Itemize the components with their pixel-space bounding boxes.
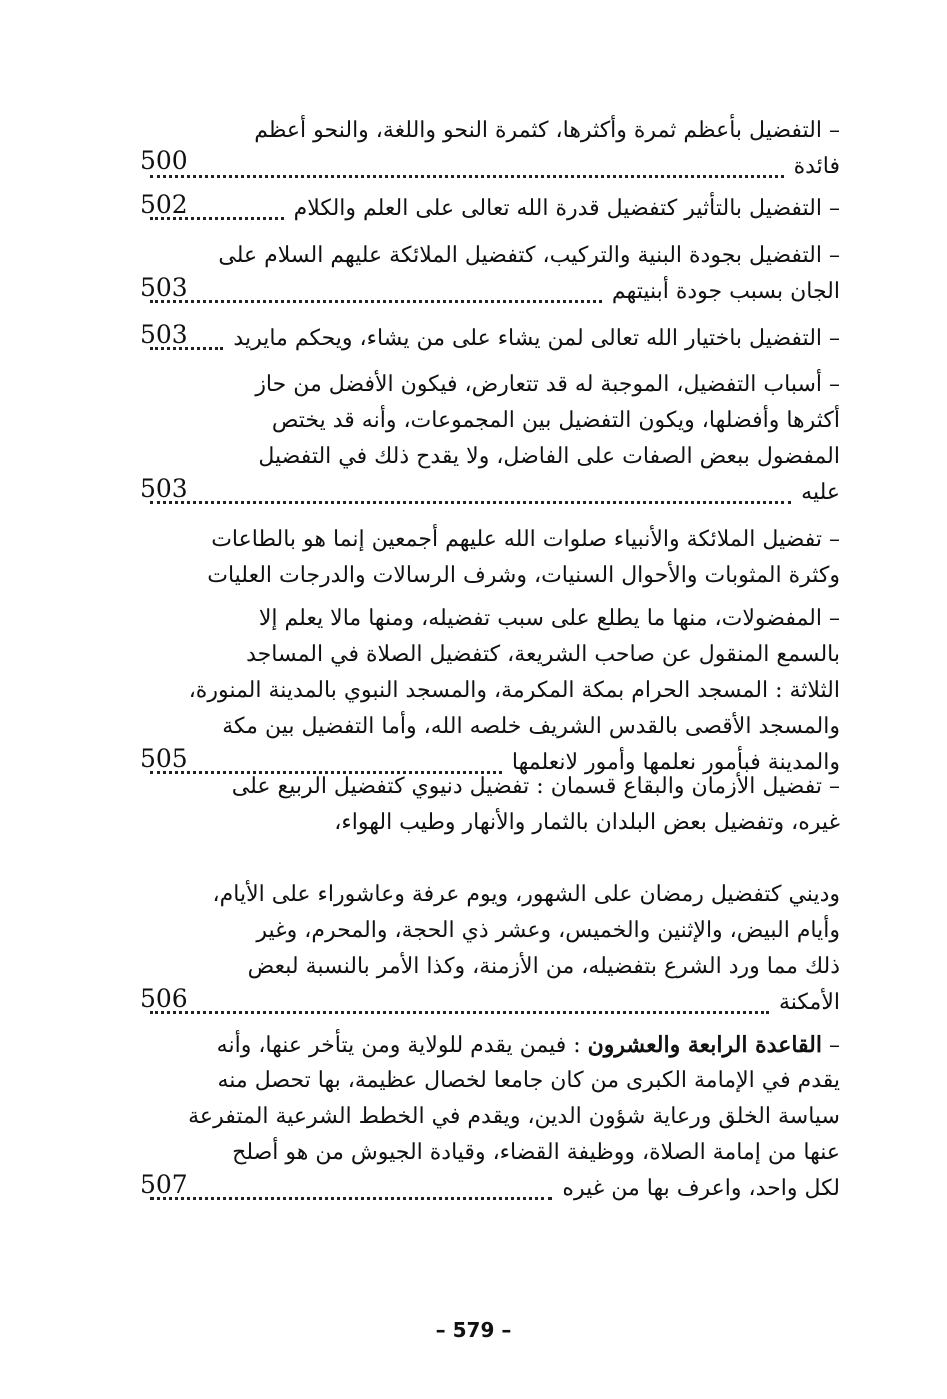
page-number: 507 [140, 1170, 188, 1199]
entry-line: وديني كتفضيل رمضان على الشهور، ويوم عرفة وعاشوراء على الأيام، [212, 882, 840, 907]
page-number: 503 [140, 320, 188, 349]
entry-line-last: فائدة [140, 148, 840, 186]
entry-line: غيره، وتفضيل بعض البلدان بالثمار والأنهار وطيب الهواء، [334, 810, 840, 835]
entry-line: – القاعدة الرابعة والعشرون : فيمن يقدم للولاية ومن يتأخر عنها، وأنه [216, 1032, 840, 1058]
entry-line: أكثرها وأفضلها، ويكون التفضيل بين المجموعات، وأنه قد يختص [271, 408, 840, 433]
entry-line: وأيام البيض، والإثنين والخميس، وعشر ذي الحجة، والمحرم، وغير [256, 918, 840, 943]
entry-line-last: الأمكنة [140, 984, 840, 1022]
entry-line: المفضول ببعض الصفات على الفاضل، ولا يقدح ذلك في التفضيل [258, 444, 840, 469]
entry-line-last: والمدينة فبأمور نعلمها وأمور لانعلمها [140, 744, 840, 782]
dot-leader [150, 262, 602, 303]
page-number: 503 [140, 273, 188, 302]
entry-line: – التفضيل بأعظم ثمرة وأكثرها، كثمرة النحو واللغة، والنحو أعظم [254, 118, 840, 143]
entry-line: وكثرة المثوبات والأحوال السنيات، وشرف الرسالات والدرجات العليات [207, 563, 840, 588]
entry-line-last: – التفضيل باختيار الله تعالى لمن يشاء على من يشاء، ويحكم مايريد [140, 320, 840, 358]
entry-line: الثلاثة : المسجد الحرام بمكة المكرمة، والمسجد النبوي بالمدينة المنورة، [188, 678, 840, 703]
page-number: 503 [140, 474, 188, 503]
dot-leader [150, 137, 784, 178]
entry-line: – التفضيل بجودة البنية والتركيب، كتفضيل الملائكة عليهم السلام على [218, 243, 840, 268]
entry-line: بالسمع المنقول عن صاحب الشريعة، كتفضيل الصلاة في المساجد [246, 642, 840, 667]
entry-line-last: لكل واحد، واعرف بها من غيره [140, 1170, 840, 1208]
dot-leader [150, 463, 791, 504]
entry-line: والمسجد الأقصى بالقدس الشريف خلصه الله، وأما التفضيل بين مكة [222, 714, 840, 739]
page-number: 502 [140, 190, 188, 219]
dot-leader [150, 1159, 552, 1200]
page-footer-number: – 579 – [435, 1318, 512, 1342]
entry-line: – المفضولات، منها ما يطلع على سبب تفضيله، ومنها مالا يعلم إلا [258, 606, 840, 631]
entry-line-last: الجان بسبب جودة أبنيتهم [140, 273, 840, 311]
entry-line: – أسباب التفضيل، الموجبة له قد تتعارض، فيكون الأفضل من حاز [255, 372, 840, 397]
entry-line: عنها من إمامة الصلاة، ووظيفة القضاء، وقيادة الجيوش من هو أصلح [232, 1140, 840, 1165]
page-number: 500 [140, 146, 188, 175]
entry-line-last: عليه [140, 474, 840, 512]
entry-line: – تفضيل الأزمان والبقاع قسمان : تفضيل دنيوي كتفضيل الربيع على [231, 774, 840, 799]
page-number: 506 [140, 984, 188, 1013]
page-number: 505 [140, 744, 188, 773]
entry-line: سياسة الخلق ورعاية شؤون الدين، ويقدم في الخطط الشرعية المتفرعة [188, 1104, 840, 1129]
rule-heading: القاعدة الرابعة والعشرون [587, 1032, 822, 1058]
entry-line-last: – التفضيل بالتأثير كتفضيل قدرة الله تعالى على العلم والكلام [140, 190, 840, 228]
entry-line: ذلك مما ورد الشرع بتفضيله، من الأزمنة، وكذا الأمر بالنسبة لبعض [247, 954, 840, 979]
entry-line: – تفضيل الملائكة والأنبياء صلوات الله عليهم أجمعين إنما هو بالطاعات [211, 527, 840, 552]
entry-line: يقدم في الإمامة الكبرى من كان جامعا لخصال عظيمة، بها تحصل منه [217, 1068, 840, 1093]
dot-leader [150, 973, 769, 1014]
